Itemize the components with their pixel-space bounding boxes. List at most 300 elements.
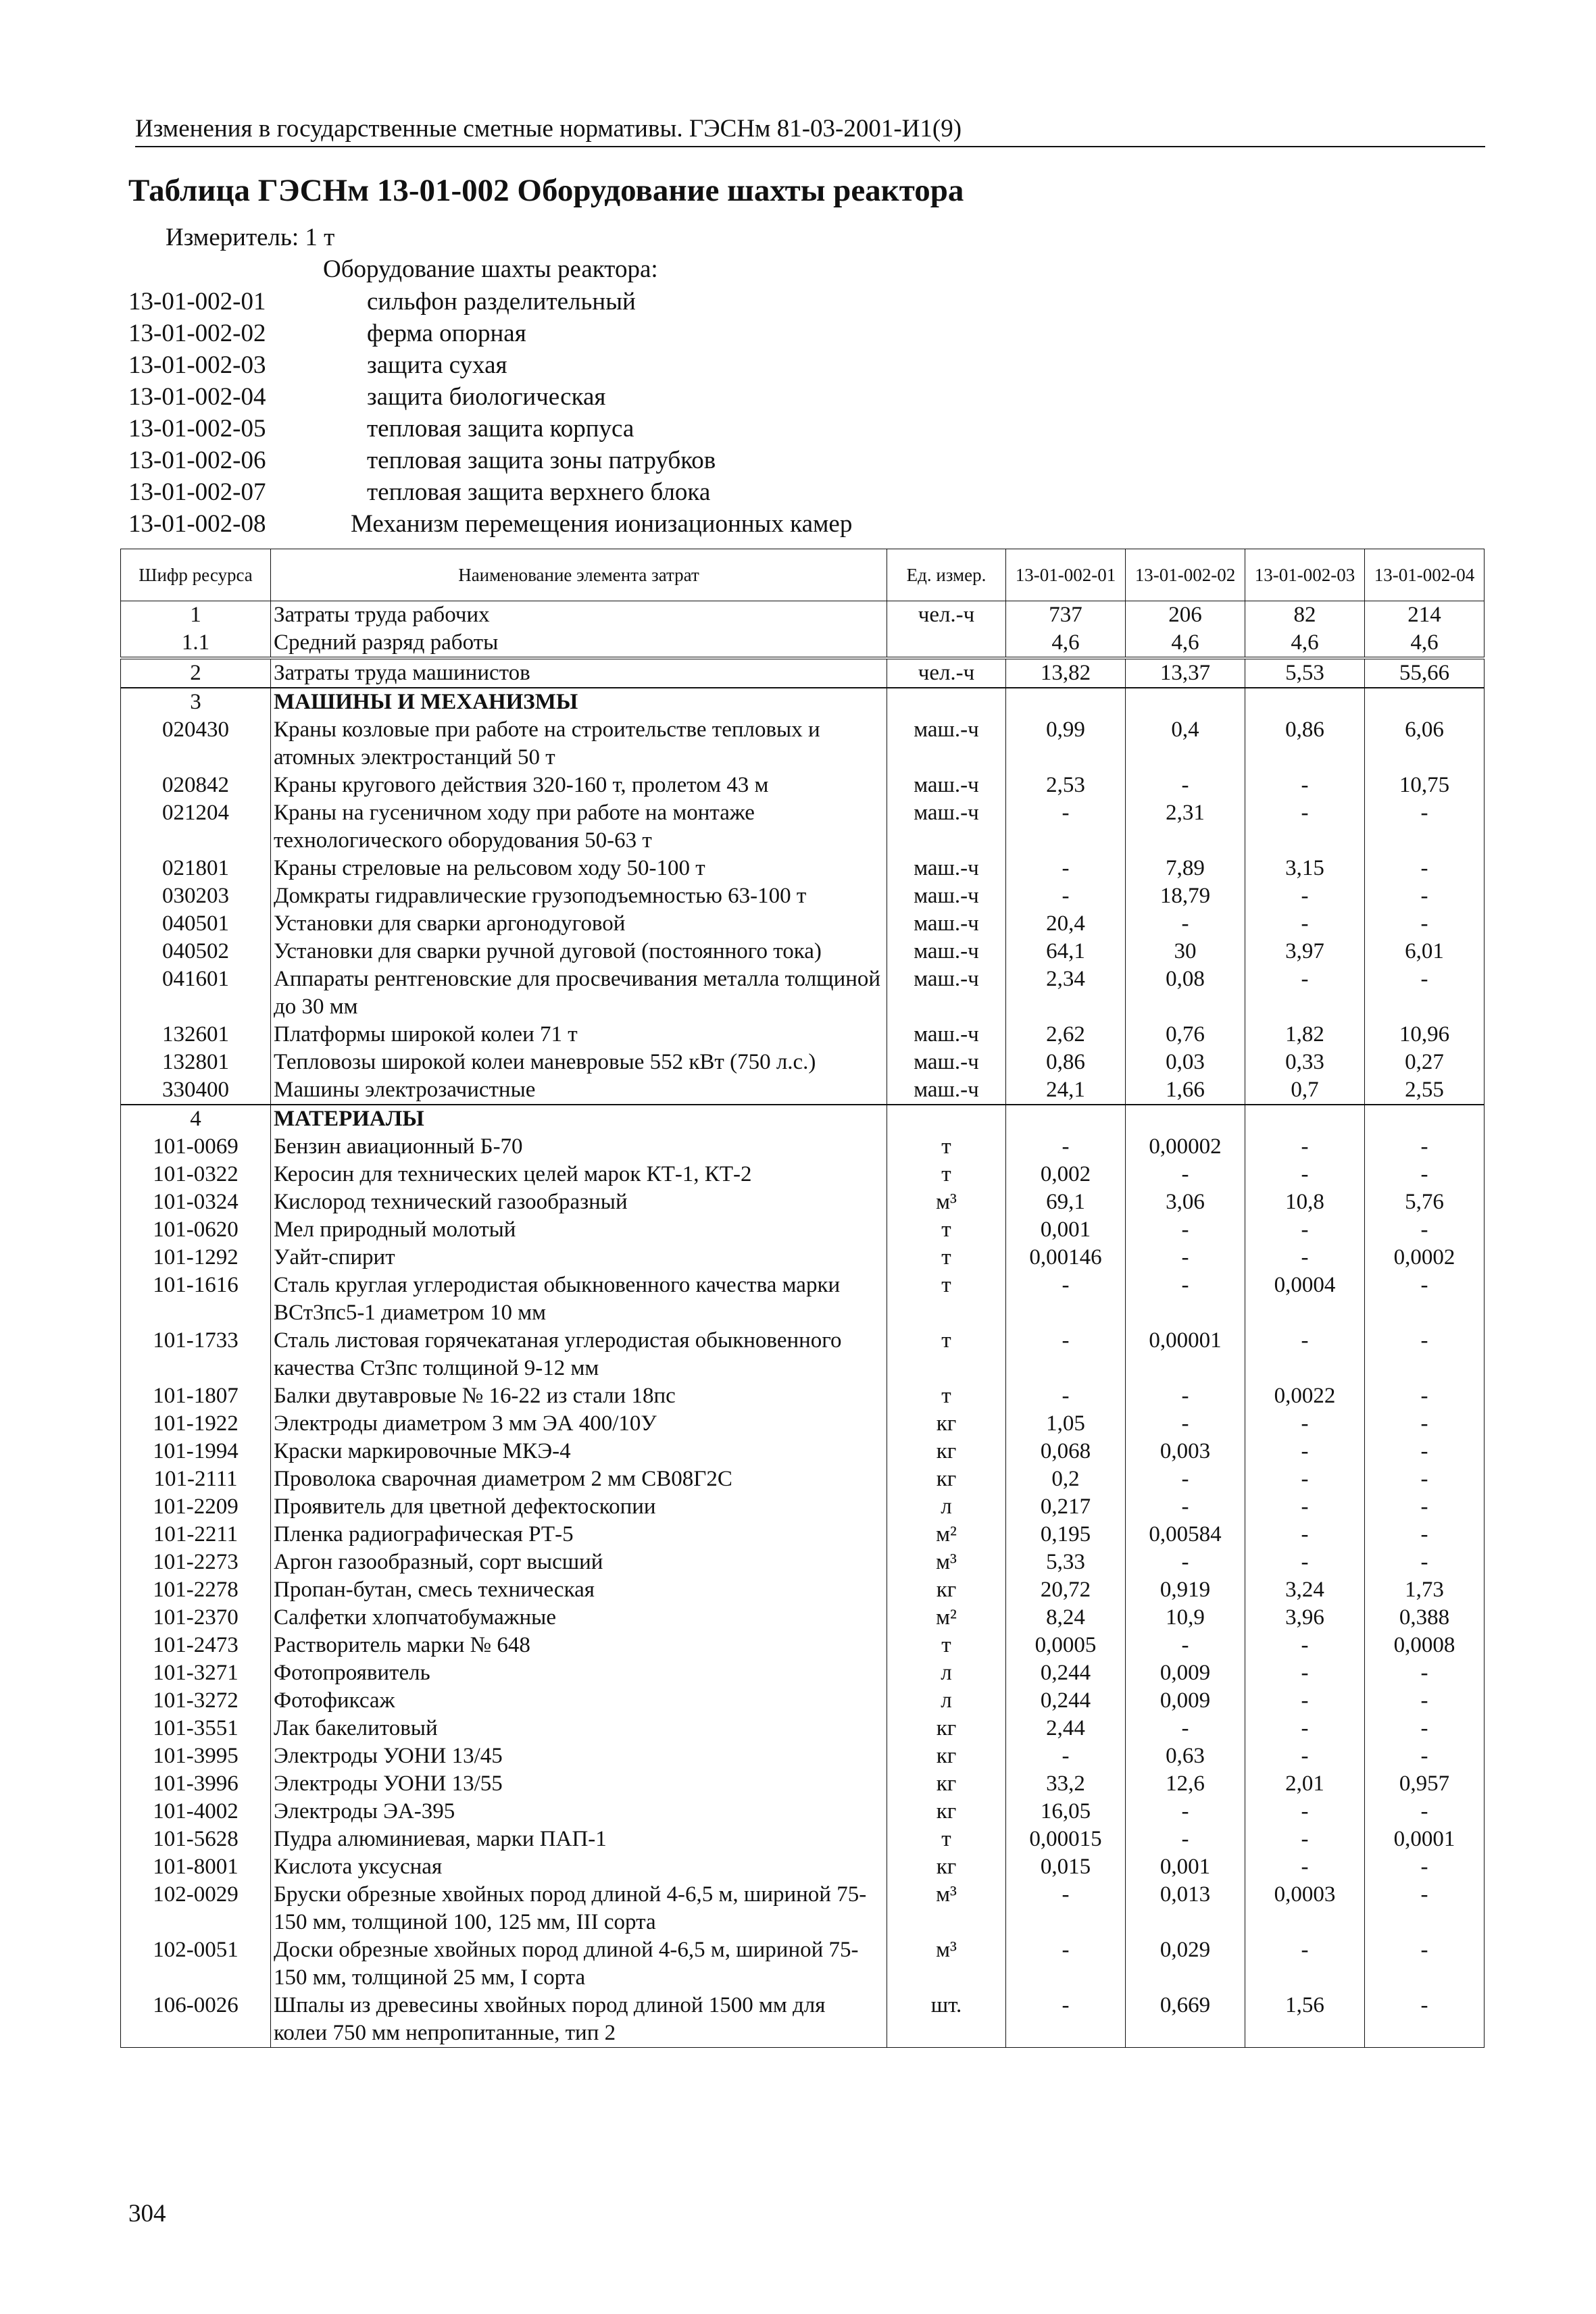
column-header: 13-01-002-01 [1006,549,1126,601]
resource-code: 101-2278 [121,1576,271,1604]
resource-code: 101-1807 [121,1382,271,1410]
resource-name: Машины электрозачистные [271,1076,887,1105]
unit: л [887,1659,1006,1687]
unit: м³ [887,1936,1006,1992]
value-cell: - [1245,1826,1365,1853]
resource-name: Краны стреловые на рельсовом ходу 50-100 т [271,855,887,882]
unit: т [887,1161,1006,1188]
resource-name: Пудра алюминиевая, марки ПАП-1 [271,1826,887,1853]
resource-name: Пленка радиографическая РТ-5 [271,1521,887,1549]
resource-code: 2 [121,658,271,688]
value-cell: - [1245,1244,1365,1272]
value-cell: 5,76 [1365,1188,1485,1216]
value-cell [1126,688,1245,716]
page-number: 304 [128,2200,166,2228]
resource-name: Установки для сварки аргонодуговой [271,910,887,938]
resource-name: Мел природный молотый [271,1216,887,1244]
value-cell: 55,66 [1365,658,1485,688]
unit: м² [887,1604,1006,1632]
resource-code: 1 [121,601,271,630]
table-row [121,1826,1485,1853]
value-cell [1245,1105,1365,1133]
resource-name: Установки для сварки ручной дуговой (постоянного тока) [271,938,887,965]
resource-name: Балки двутавровые № 16-22 из стали 18пс [271,1382,887,1410]
resource-code: 101-2211 [121,1521,271,1549]
value-cell: 13,82 [1006,658,1126,688]
resource-code: 021204 [121,799,271,855]
value-cell: 82 [1245,601,1365,630]
unit: т [887,1632,1006,1659]
value-cell: - [1006,799,1126,855]
resource-code: 101-3272 [121,1687,271,1715]
resource-code: 101-2473 [121,1632,271,1659]
value-cell: - [1006,1936,1126,1992]
value-cell: - [1245,1659,1365,1687]
table-title: Таблица ГЭСНм 13-01-002 Оборудование шахты реактора [128,173,964,208]
value-cell: 0,0008 [1365,1632,1485,1659]
unit: маш.-ч [887,855,1006,882]
resource-code: 101-3271 [121,1659,271,1687]
unit: т [887,1244,1006,1272]
table-row [121,1798,1485,1826]
unit: маш.-ч [887,1021,1006,1049]
value-cell: 0,068 [1006,1438,1126,1465]
unit: т [887,1327,1006,1382]
column-header: Ед. измер. [887,549,1006,601]
value-cell: 10,75 [1365,772,1485,799]
unit [887,688,1006,716]
value-cell: - [1365,1161,1485,1188]
resource-code: 101-5628 [121,1826,271,1853]
value-cell: 10,9 [1126,1604,1245,1632]
value-cell: 0,08 [1126,965,1245,1021]
value-cell: - [1126,1632,1245,1659]
unit: м³ [887,1188,1006,1216]
value-cell: 0,0003 [1245,1881,1365,1936]
unit: м³ [887,1549,1006,1576]
resource-name: Доски обрезные хвойных пород длиной 4-6,5 м, шириной 75-150 мм, толщиной 25 мм, I сорта [271,1936,887,1992]
value-cell: - [1365,910,1485,938]
value-cell: 1,56 [1245,1992,1365,2048]
value-cell: 0,86 [1245,716,1365,772]
resource-name: МАШИНЫ И МЕХАНИЗМЫ [271,688,887,716]
value-cell: 18,79 [1126,882,1245,910]
table-row [121,688,1485,716]
value-cell: 24,1 [1006,1076,1126,1105]
resource-code: 101-4002 [121,1798,271,1826]
value-cell: - [1245,1521,1365,1549]
table-row [121,1770,1485,1798]
value-cell: 10,8 [1245,1188,1365,1216]
value-cell [1006,688,1126,716]
value-cell: - [1365,1465,1485,1493]
resource-name: Бензин авиационный Б-70 [271,1133,887,1161]
table-row [121,910,1485,938]
value-cell: - [1245,1327,1365,1382]
resource-name: Кислота уксусная [271,1853,887,1881]
resource-code: 040502 [121,938,271,965]
unit: т [887,1826,1006,1853]
value-cell: - [1365,1936,1485,1992]
resource-name: Фотофиксаж [271,1687,887,1715]
table-row [121,1604,1485,1632]
value-cell: 2,62 [1006,1021,1126,1049]
value-cell: 3,24 [1245,1576,1365,1604]
resource-code: 101-1292 [121,1244,271,1272]
table-row [121,716,1485,772]
table-row [121,1244,1485,1272]
value-cell: 0,0005 [1006,1632,1126,1659]
value-cell: 7,89 [1126,855,1245,882]
table-row [121,1687,1485,1715]
resource-code: 132601 [121,1021,271,1049]
list-item: 13-01-002-05 тепловая защита корпуса [128,415,634,443]
unit: т [887,1133,1006,1161]
value-cell: - [1245,1687,1365,1715]
value-cell: - [1365,1992,1485,2048]
value-cell: 4,6 [1245,629,1365,658]
table-row [121,855,1485,882]
table-row [121,1161,1485,1188]
table-row [121,1715,1485,1742]
list-item: 13-01-002-02 ферма опорная [128,320,526,347]
list-item: 13-01-002-07 тепловая защита верхнего блока [128,478,711,506]
value-cell: 16,05 [1006,1798,1126,1826]
value-cell: - [1245,1493,1365,1521]
value-cell: 69,1 [1006,1188,1126,1216]
value-cell: 3,97 [1245,938,1365,965]
value-cell: 20,4 [1006,910,1126,938]
list-item: 13-01-002-01 сильфон разделительный [128,288,636,316]
value-cell: 0,669 [1126,1992,1245,2048]
table-row [121,1992,1485,2048]
resource-code: 040501 [121,910,271,938]
value-cell: 0,03 [1126,1049,1245,1076]
value-cell: 0,27 [1365,1049,1485,1076]
value-cell: 0,4 [1126,716,1245,772]
resource-name: Салфетки хлопчатобумажные [271,1604,887,1632]
resource-code: 101-0322 [121,1161,271,1188]
resource-name: Кислород технический газообразный [271,1188,887,1216]
item-list [128,286,852,540]
resource-code: 132801 [121,1049,271,1076]
resource-name: Аргон газообразный, сорт высший [271,1549,887,1576]
value-cell: 1,05 [1006,1410,1126,1438]
unit: шт. [887,1992,1006,2048]
unit: чел.-ч [887,658,1006,688]
resource-code: 101-1733 [121,1327,271,1382]
value-cell: 0,76 [1126,1021,1245,1049]
resource-name: Домкраты гидравлические грузоподъемностью 63-100 т [271,882,887,910]
resource-code: 101-3996 [121,1770,271,1798]
value-cell: 3,96 [1245,1604,1365,1632]
value-cell: - [1245,1410,1365,1438]
resource-code: 041601 [121,965,271,1021]
value-cell: - [1126,1549,1245,1576]
value-cell: 2,55 [1365,1076,1485,1105]
value-cell: - [1365,1715,1485,1742]
value-cell: 0,0004 [1245,1272,1365,1327]
resource-name: Электроды УОНИ 13/45 [271,1742,887,1770]
value-cell: - [1365,882,1485,910]
unit: т [887,1272,1006,1327]
value-cell: - [1126,1244,1245,1272]
table-row [121,1216,1485,1244]
value-cell: - [1006,855,1126,882]
value-cell: - [1126,772,1245,799]
unit: маш.-ч [887,1076,1006,1105]
resource-name: Платформы широкой колеи 71 т [271,1021,887,1049]
value-cell: 0,217 [1006,1493,1126,1521]
resource-code: 101-3551 [121,1715,271,1742]
resource-code: 101-3995 [121,1742,271,1770]
table-row [121,1881,1485,1936]
unit: л [887,1493,1006,1521]
table-row [121,1049,1485,1076]
value-cell: - [1365,1549,1485,1576]
table-row [121,799,1485,855]
value-cell: 0,0002 [1365,1244,1485,1272]
table-row [121,1521,1485,1549]
table-row [121,1576,1485,1604]
value-cell: 0,029 [1126,1936,1245,1992]
value-cell: - [1006,1272,1126,1327]
value-cell: 0,009 [1126,1659,1245,1687]
table-row [121,965,1485,1021]
running-header: Изменения в государственные сметные нормативы. ГЭСНм 81-03-2001-И1(9) [135,115,1485,147]
value-cell: 0,388 [1365,1604,1485,1632]
resource-name: Электроды диаметром 3 мм ЭА 400/10У [271,1410,887,1438]
table-row [121,1105,1485,1133]
value-cell: - [1365,1742,1485,1770]
value-cell: - [1245,1742,1365,1770]
value-cell: 2,34 [1006,965,1126,1021]
column-header: 13-01-002-03 [1245,549,1365,601]
resource-name: Шпалы из древесины хвойных пород длиной 1500 мм для колеи 750 мм непропитанные, тип 2 [271,1992,887,2048]
value-cell: - [1365,1382,1485,1410]
value-cell: 12,6 [1126,1770,1245,1798]
unit: т [887,1382,1006,1410]
resource-code: 102-0029 [121,1881,271,1936]
value-cell [1365,1105,1485,1133]
value-cell: 0,00584 [1126,1521,1245,1549]
table-row [121,772,1485,799]
table-row [121,1021,1485,1049]
unit: кг [887,1742,1006,1770]
measure-unit: Измеритель: 1 т [166,224,335,251]
value-cell: 8,24 [1006,1604,1126,1632]
value-cell: 0,244 [1006,1687,1126,1715]
value-cell: - [1245,1853,1365,1881]
value-cell: 1,73 [1365,1576,1485,1604]
unit: м³ [887,1881,1006,1936]
value-cell: 0,00001 [1126,1327,1245,1382]
value-cell: 1,66 [1126,1076,1245,1105]
unit: кг [887,1438,1006,1465]
value-cell: - [1365,1133,1485,1161]
value-cell: - [1126,1798,1245,1826]
value-cell: 5,53 [1245,658,1365,688]
value-cell: - [1365,1493,1485,1521]
table-row [121,1076,1485,1105]
table-row [121,1493,1485,1521]
value-cell: 0,00002 [1126,1133,1245,1161]
resource-code: 3 [121,688,271,716]
value-cell: - [1365,1272,1485,1327]
value-cell: - [1006,882,1126,910]
value-cell: - [1365,965,1485,1021]
table-row [121,1188,1485,1216]
table-row [121,1327,1485,1382]
value-cell: 0,7 [1245,1076,1365,1105]
resource-code: 101-2273 [121,1549,271,1576]
resource-code: 101-1922 [121,1410,271,1438]
value-cell: - [1245,799,1365,855]
value-cell: - [1245,1549,1365,1576]
resource-code: 1.1 [121,629,271,658]
resource-name: Керосин для технических целей марок КТ-1, КТ-2 [271,1161,887,1188]
value-cell: - [1245,1216,1365,1244]
resource-name: Растворитель марки № 648 [271,1632,887,1659]
resource-name: Фотопроявитель [271,1659,887,1687]
resource-name: Аппараты рентгеновские для просвечивания металла толщиной до 30 мм [271,965,887,1021]
unit: маш.-ч [887,965,1006,1021]
value-cell: - [1126,1272,1245,1327]
value-cell: 2,44 [1006,1715,1126,1742]
value-cell: 2,31 [1126,799,1245,855]
unit: м² [887,1521,1006,1549]
value-cell: 0,99 [1006,716,1126,772]
value-cell: 0,33 [1245,1049,1365,1076]
value-cell: - [1126,1161,1245,1188]
resource-name: Проявитель для цветной дефектоскопии [271,1493,887,1521]
table-row [121,629,1485,658]
value-cell: 0,009 [1126,1687,1245,1715]
value-cell [1126,1105,1245,1133]
resource-code: 101-2111 [121,1465,271,1493]
resource-name: Краны козловые при работе на строительстве тепловых и атомных электростанций 50 т [271,716,887,772]
value-cell: 20,72 [1006,1576,1126,1604]
unit: маш.-ч [887,799,1006,855]
value-cell: - [1126,1410,1245,1438]
unit: маш.-ч [887,938,1006,965]
value-cell: 0,0001 [1365,1826,1485,1853]
table-row [121,1133,1485,1161]
value-cell: 3,15 [1245,855,1365,882]
unit [887,629,1006,658]
value-cell: 0,00146 [1006,1244,1126,1272]
value-cell: 0,0022 [1245,1382,1365,1410]
unit: кг [887,1410,1006,1438]
value-cell: 4,6 [1365,629,1485,658]
resource-code: 030203 [121,882,271,910]
value-cell: 0,63 [1126,1742,1245,1770]
resource-name: Сталь листовая горячекатаная углеродистая обыкновенного качества Ст3пс толщиной 9-12 мм [271,1327,887,1382]
resource-name: Краны на гусеничном ходу при работе на монтаже технологического оборудования 50-63 т [271,799,887,855]
table-row [121,1410,1485,1438]
resource-code: 101-2370 [121,1604,271,1632]
value-cell: - [1365,1521,1485,1549]
value-cell: 0,2 [1006,1465,1126,1493]
unit: чел.-ч [887,601,1006,630]
table-row [121,1632,1485,1659]
value-cell: - [1245,1161,1365,1188]
resource-code: 101-0069 [121,1133,271,1161]
value-cell: - [1245,1936,1365,1992]
value-cell: 0,244 [1006,1659,1126,1687]
resource-code: 020430 [121,716,271,772]
unit: кг [887,1853,1006,1881]
unit: кг [887,1715,1006,1742]
resource-code: 101-1994 [121,1438,271,1465]
unit: кг [887,1798,1006,1826]
value-cell: - [1006,1327,1126,1382]
value-cell: 0,003 [1126,1438,1245,1465]
value-cell: - [1126,1216,1245,1244]
value-cell: 0,002 [1006,1161,1126,1188]
unit: маш.-ч [887,1049,1006,1076]
resource-code: 101-0620 [121,1216,271,1244]
value-cell: - [1245,910,1365,938]
value-cell: - [1365,1798,1485,1826]
value-cell: - [1365,1438,1485,1465]
value-cell: 2,53 [1006,772,1126,799]
value-cell: - [1006,1742,1126,1770]
list-item: 13-01-002-03 защита сухая [128,351,507,379]
value-cell: - [1245,1438,1365,1465]
value-cell: 30 [1126,938,1245,965]
value-cell: 13,37 [1126,658,1245,688]
value-cell: - [1126,1382,1245,1410]
unit: маш.-ч [887,716,1006,772]
resource-code: 101-1616 [121,1272,271,1327]
table-row [121,882,1485,910]
value-cell: - [1126,1465,1245,1493]
value-cell: 0,957 [1365,1770,1485,1798]
value-cell: 0,195 [1006,1521,1126,1549]
value-cell: 10,96 [1365,1021,1485,1049]
value-cell: 737 [1006,601,1126,630]
value-cell: - [1126,1493,1245,1521]
value-cell: - [1006,1992,1126,2048]
resource-code: 101-2209 [121,1493,271,1521]
table-row [121,658,1485,688]
value-cell: 0,013 [1126,1881,1245,1936]
value-cell: - [1365,799,1485,855]
resource-code: 330400 [121,1076,271,1105]
value-cell: 206 [1126,601,1245,630]
value-cell [1245,688,1365,716]
table-header-row [121,549,1485,601]
unit: л [887,1687,1006,1715]
table-row [121,1438,1485,1465]
resource-name: Затраты труда машинистов [271,658,887,688]
table-row [121,1659,1485,1687]
table-row [121,1742,1485,1770]
value-cell [1006,1105,1126,1133]
list-item: 13-01-002-08 Механизм перемещения ионизационных камер [128,510,853,538]
unit: кг [887,1770,1006,1798]
resource-name: Электроды ЭА-395 [271,1798,887,1826]
table-row [121,1272,1485,1327]
value-cell: 6,01 [1365,938,1485,965]
resource-code: 101-8001 [121,1853,271,1881]
resource-code: 4 [121,1105,271,1133]
value-cell: 4,6 [1126,629,1245,658]
value-cell: - [1126,1826,1245,1853]
value-cell: - [1126,1715,1245,1742]
table-row [121,1936,1485,1992]
